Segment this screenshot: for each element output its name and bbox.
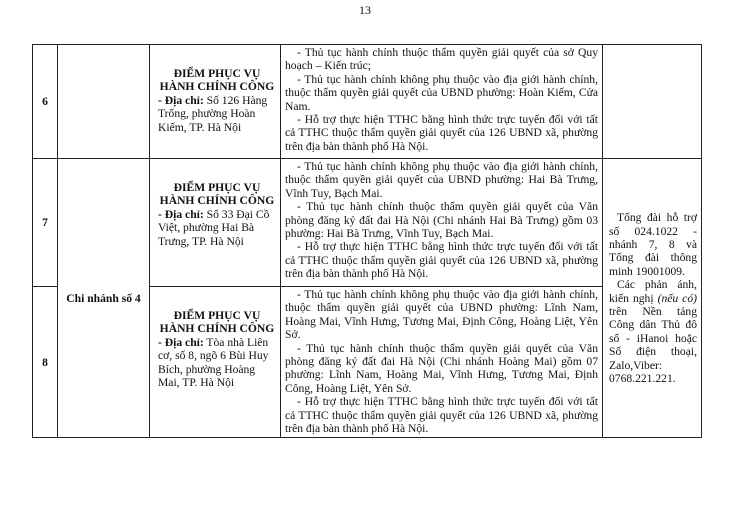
service-point-title-line2: HÀNH CHÍNH CÔNG xyxy=(159,322,275,336)
service-point-title-line2: HÀNH CHÍNH CÔNG xyxy=(159,194,275,208)
branch-name: Chi nhánh số 4 xyxy=(58,159,150,438)
procedures-cell xyxy=(281,45,603,159)
branch-cell-empty xyxy=(58,45,150,159)
service-point-title-line1: ĐIỂM PHỤC VỤ xyxy=(173,181,261,194)
row-number: 8 xyxy=(33,287,58,438)
procedure-item: - Thủ tục hành chính thuộc thẩm quyền giải quyết của Văn phòng đăng ký đất đai Hà Nội (Chi nhánh Hai Bà Trưng) gồm 03 phường: Hai Bà Trưng, Vĩnh Tuy, Bạch Mai. xyxy=(285,200,598,241)
feedback-text: Các phản ánh, kiến nghị (nếu có) trên Nền tảng Công dân Thủ đô số - iHanoi hoặc Số điện thoại, Zalo,Viber: 0768.221.221. xyxy=(609,278,697,385)
service-point-cell xyxy=(150,159,281,287)
procedure-item: - Hỗ trợ thực hiện TTHC bằng hình thức trực tuyến đối với tất cả TTHC thuộc thẩm quyền giải quyết của 126 UBND xã, phường trên địa bàn thành phố Hà Nội. xyxy=(285,395,598,436)
procedure-item: - Thủ tục hành chính không phụ thuộc vào địa giới hành chính, thuộc thẩm quyền giải quyết của UBND phường: Hai Bà Trưng, Vĩnh Tuy, Bạch Mai. xyxy=(285,160,598,200)
address-label: - Địa chỉ: xyxy=(158,93,204,107)
procedure-item: - Hỗ trợ thực hiện TTHC bằng hình thức trực tuyến đối với tất cả TTHC thuộc thẩm quyền giải quyết của 126 UBND xã, phường trên địa bàn thành phố Hà Nội. xyxy=(285,240,598,281)
procedure-item: - Thủ tục hành chính thuộc thẩm quyền giải quyết của Văn phòng đăng ký đất đai Hà Nội (Chi nhánh Hoàng Mai) gồm 07 phường: Lĩnh Nam, Hoàng Mai, Vĩnh Hưng, Tương Mai, Định Công, Hoàng Liệt, Yên Sở. xyxy=(285,341,598,395)
procedure-item: - Thủ tục hành chính không phụ thuộc vào địa giới hành chính, thuộc thẩm quyền giải quyết của UBND phường: Lĩnh Nam, Hoàng Mai, Vĩnh Hưng, Tương Mai, Định Công, Hoàng Liệt, Yên Sở. xyxy=(285,288,598,342)
service-point-title-line1: ĐIỂM PHỤC VỤ xyxy=(173,309,261,322)
service-point-cell xyxy=(150,45,281,159)
service-points-table xyxy=(32,44,702,438)
table-row-6 xyxy=(33,45,702,159)
table-row-7 xyxy=(33,159,702,287)
service-point-title-line2: HÀNH CHÍNH CÔNG xyxy=(159,80,275,94)
procedure-item: - Hỗ trợ thực hiện TTHC bằng hình thức trực tuyến đối với tất cả TTHC thuộc thẩm quyền giải quyết của 126 UBND xã, phường trên địa bàn thành phố Hà Nội. xyxy=(285,113,598,153)
procedures-cell xyxy=(281,287,603,438)
procedure-item: - Thủ tục hành chính không phụ thuộc vào địa giới hành chính, thuộc thẩm quyền giải quyết của UBND phường: Hoàn Kiếm, Cửa Nam. xyxy=(285,72,598,113)
row-number: 6 xyxy=(33,45,58,159)
address-text: Tòa nhà Liên cơ, số 8, ngõ 6 Bùi Huy Bích, phường Hoàng Mai, TP. Hà Nội xyxy=(158,335,269,390)
row-number: 7 xyxy=(33,159,58,287)
hotline-text: Tổng đài hỗ trợ số 024.1022 - nhánh 7, 8 và Tổng đài thông minh 19001009. xyxy=(609,211,697,278)
service-point-cell xyxy=(150,287,281,438)
service-point-title-line1: ĐIỂM PHỤC VỤ xyxy=(173,67,261,80)
address-text: Số 33 Đại Cồ Việt, phường Hai Bà Trưng, TP. Hà Nội xyxy=(158,207,270,248)
address-label: - Địa chỉ: xyxy=(158,335,204,349)
page-number: 13 xyxy=(359,3,371,17)
support-cell-empty xyxy=(603,45,702,159)
address-text: Số 126 Hàng Trống, phường Hoàn Kiếm, TP. Hà Nội xyxy=(158,93,268,134)
procedures-cell xyxy=(281,159,603,287)
procedure-item: - Thủ tục hành chính thuộc thẩm quyền giải quyết của sở Quy hoạch – Kiến trúc; xyxy=(285,46,598,73)
support-contact-cell xyxy=(603,159,702,438)
address-label: - Địa chỉ: xyxy=(158,207,204,221)
